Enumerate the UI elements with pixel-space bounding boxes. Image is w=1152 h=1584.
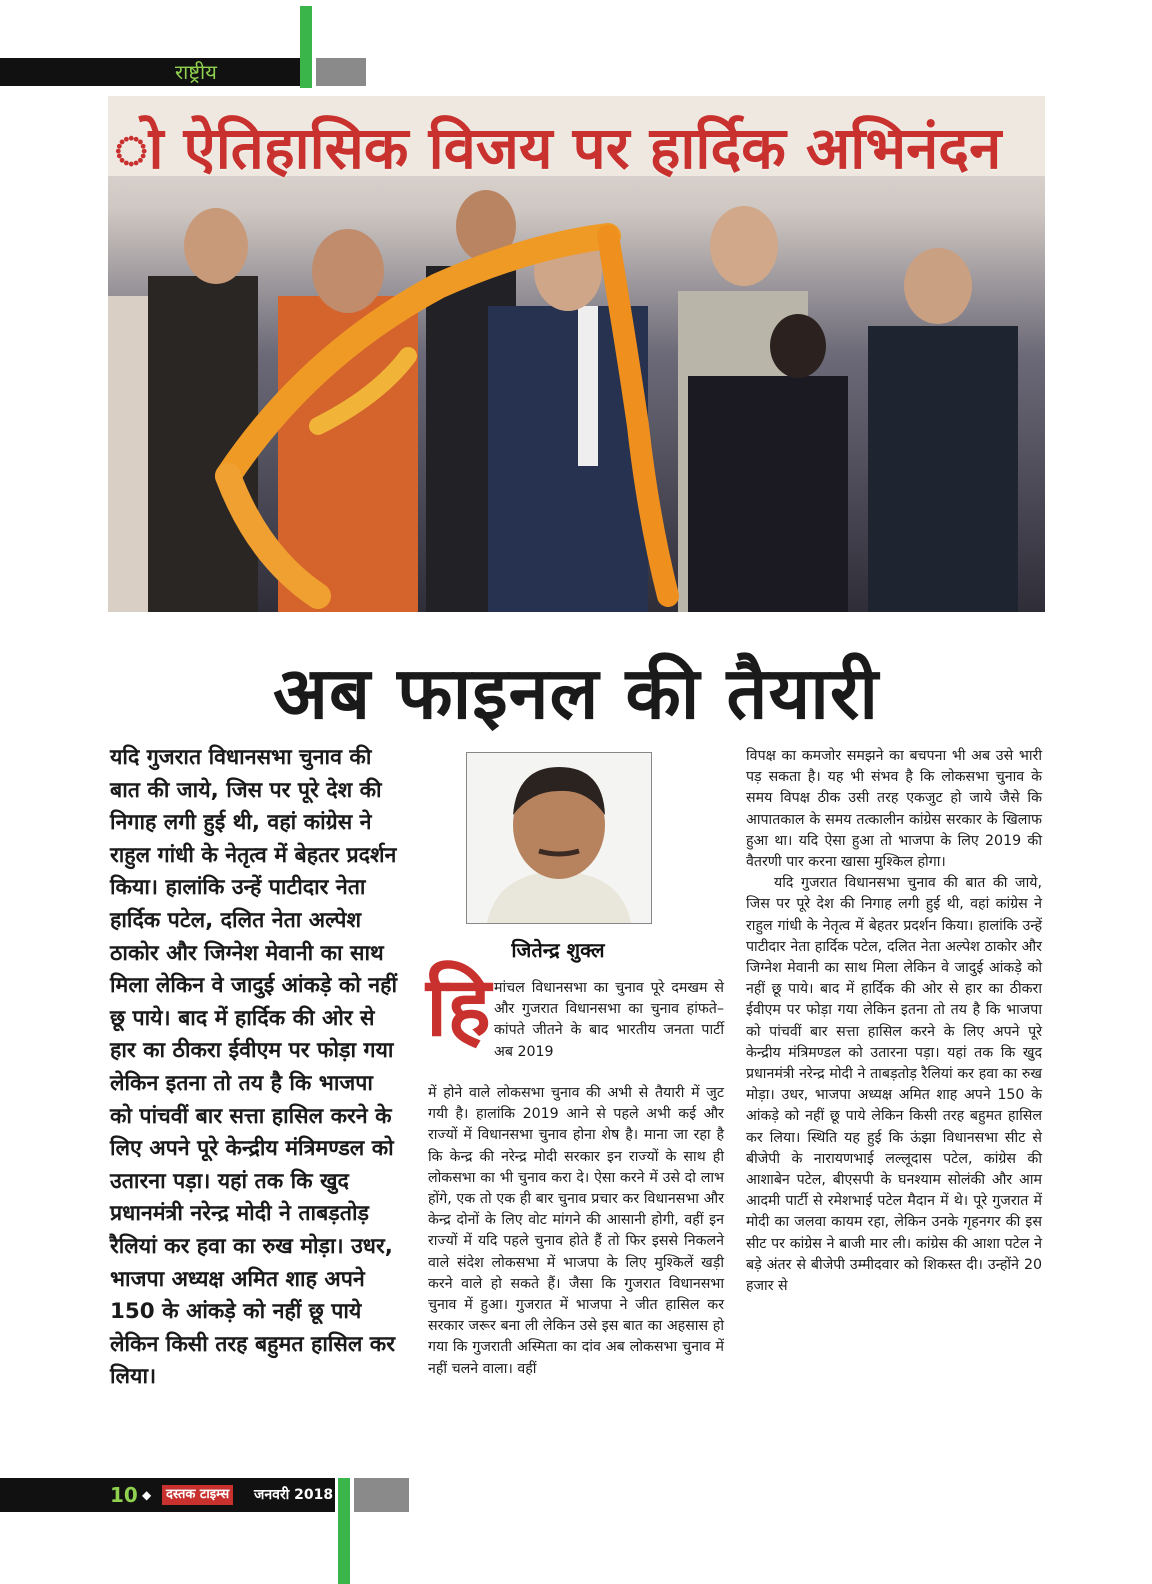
section-label: राष्ट्रीय (175, 60, 217, 84)
article-paragraph: यदि गुजरात विधानसभा चुनाव की बात की जाये, जिस पर पूरे देश की निगाह लगी हुई थी, वहां कांग्रेस ने राहुल गांधी के नेतृत्व में बेहतर प्रदर्शन किया। हालांकि उन्हें पाटीदार नेता हार्दिक पटेल, दलित नेता अल्पेश ठाकोर और जिग्नेश मेवानी का साथ मिला लेकिन वे जादुई आंकड़े को नहीं छू पाये। बाद में हार्दिक की ओर से हार का ठीकरा ईवीएम पर फोड़ा गया लेकिन इतना तो तय है कि भाजपा को पांचवीं बार सत्ता हासिल करने के लिए अपने पूरे केन्द्रीय मंत्रिमण्डल को उतारना पड़ा। यहां तक कि खुद प्रधानमंत्री नरेन्द्र मोदी ने ताबड़तोड़ रैलियां कर हवा का रुख मोड़ा। उधर, भाजपा अध्यक्ष अमित शाह अपने 150 के आंकड़े को नहीं छू पाये लेकिन किसी तरह बहुमत हासिल कर लिया। स्थिति यह हुई कि ऊंझा विधानसभा सीट से बीजेपी के नारायणभाई लल्लूदास पटेल, कांग्रेस की आशाबेन पटेल, बीएसपी के घनश्याम सोलंकी और आम आदमी पार्टी से रमेशभाई पटेल मैदान में थे। पूरे गुजरात में मोदी का जलवा कायम रहा, लेकिन उनके गृहनगर की इस सीट पर कांग्रेस ने बाजी मार ली। कांग्रेस की आशा पटेल ने बड़े अंतर से बीजेपी उम्मीदवार को शिकस्त दी। उन्होंने 20 हजार से (746, 875, 1042, 1295)
article-column-2-opening: मांचल विधानसभा का चुनाव पूरे दमखम से और गुजरात विधानसभा का चुनाव हांफते–कांपते जीतने के बाद भारतीय जनता पार्टी अब 2019 (494, 980, 724, 1060)
headline: अब फाइनल की तैयारी (272, 651, 880, 735)
author-name: जितेन्द्र शुक्ल (511, 938, 605, 962)
author-portrait (467, 753, 651, 923)
header-bar (0, 58, 300, 86)
footer-green-stripe (338, 1478, 350, 1584)
header-gray-block (316, 58, 366, 86)
page-number: 10 (110, 1483, 138, 1507)
article-column-2: में होने वाले लोकसभा चुनाव की अभी से तैयारी में जुट गयी है। हालांकि 2019 आने से पहले अभी कई और राज्यों में विधानसभा चुनाव होना शेष है। माना जा रहा है कि केन्द्र की नरेन्द्र मोदी सरकार इन राज्यों के साथ ही लोकसभा का भी चुनाव करा दे। ऐसा करने में उसे दो लाभ होंगे, एक तो एक ही बार चुनाव प्रचार कर विधानसभा और केन्द्र दोनों के लिए वोट मांगने की आसानी होगी, वहीं इन राज्यों में यदि पहले चुनाव होते हैं तो फिर इससे निकलने वाले संदेश लोकसभा में भाजपा के लिए मुश्किलें खड़ी करने वाले हो सकते हैं। जैसा कि गुजरात विधानसभा चुनाव में हुआ। गुजरात में भाजपा ने जीत हासिल कर सरकार जरूर बना ली लेकिन उसे इस बात का अहसास हो गया कि गुजराती अस्मिता का दांव अब लोकसभा चुनाव में नहीं चलने वाला। वहीं (428, 1085, 724, 1377)
photo-banner-text: ो ऐतिहासिक विजय पर हार्दिक अभिनंदन (114, 114, 1002, 182)
author-photo (466, 752, 652, 924)
lead-photo (108, 96, 1045, 612)
article-paragraph: विपक्ष का कमजोर समझने का बचपना भी अब उसे भारी पड़ सकता है। यह भी संभव है कि लोकसभा चुनाव के समय विपक्ष ठीक उसी तरह एकजुट हो जाये जैसे कि आपातकाल के समय तत्कालीन कांग्रेस सरकार के खिलाफ हुआ था। यदि ऐसा हुआ तो भाजपा के लिए 2019 की वैतरणी पार करना खासा मुश्किल होगा। (746, 748, 1042, 871)
drop-cap: हि (426, 960, 491, 1055)
diamond-icon: ◆ (142, 1488, 152, 1502)
intro-text: यदि गुजरात विधानसभा चुनाव की बात की जाये, जिस पर पूरे देश की निगाह लगी हुई थी, वहां कांग्रेस ने राहुल गांधी के नेतृत्व में बेहतर प्रदर्शन किया। हालांकि उन्हें पाटीदार नेता हार्दिक पटेल, दलित नेता अल्पेश ठाकोर और जिग्नेश मेवानी का साथ मिला लेकिन वे जादुई आंकड़े को नहीं छू पाये। बाद में हार्दिक की ओर से हार का ठीकरा ईवीएम पर फोड़ा गया लेकिन इतना तो तय है कि भाजपा को पांचवीं बार सत्ता हासिल करने के लिए अपने पूरे केन्द्रीय मंत्रिमण्डल को उतारना पड़ा। यहां तक कि खुद प्रधानमंत्री नरेन्द्र मोदी ने ताबड़तोड़ रैलियां कर हवा का रुख मोड़ा। उधर, भाजपा अध्यक्ष अमित शाह अपने 150 के आंकड़े को नहीं छू पाये लेकिन किसी तरह बहुमत हासिल कर लिया। (110, 745, 398, 1390)
footer-gray-block (354, 1478, 409, 1512)
header-green-stripe (300, 6, 312, 88)
magazine-logo: दस्तक टाइम्स (162, 1485, 233, 1505)
article-column-3 (746, 746, 1042, 1297)
issue-date: जनवरी 2018 (254, 1487, 334, 1503)
